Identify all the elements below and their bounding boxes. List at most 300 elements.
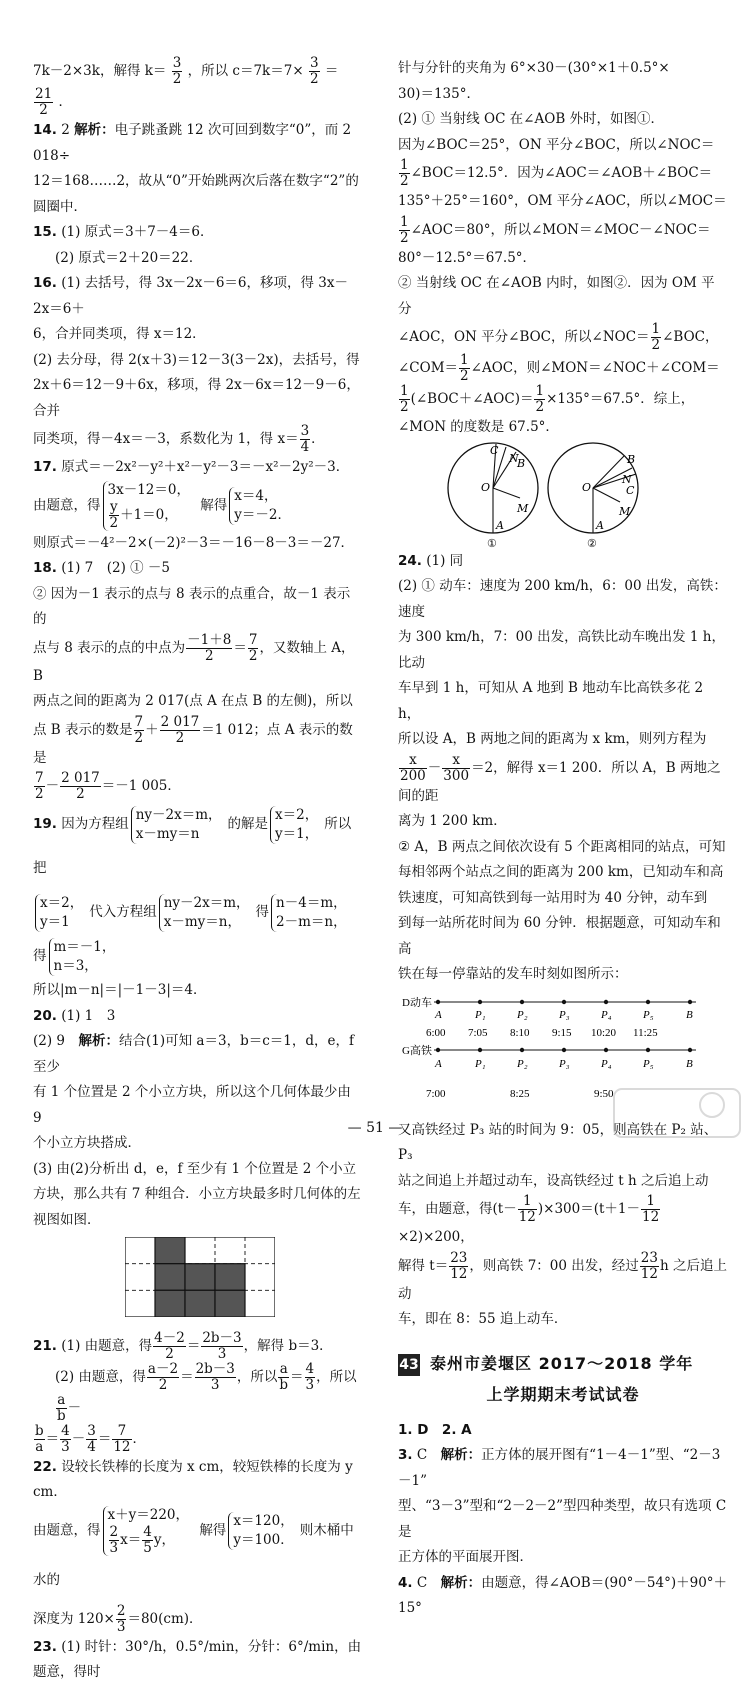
text: ＝ xyxy=(180,1368,194,1385)
denominator: b xyxy=(279,1376,289,1393)
fraction xyxy=(153,1331,186,1362)
q14 xyxy=(33,118,363,169)
text: 解得 xyxy=(200,497,228,513)
question-number: 16. xyxy=(33,275,57,291)
text: 同类项，得－4x＝－3，系数化为 1，得 x＝ xyxy=(33,431,299,447)
equation-system xyxy=(131,806,226,844)
text: (2) 由题意，得 xyxy=(55,1368,146,1385)
equation: n－4＝m， xyxy=(276,894,347,911)
line xyxy=(398,353,728,384)
text: ＝1 012；点 A 表示的数是 xyxy=(33,721,353,766)
equation: x＝2， xyxy=(275,806,319,823)
text: 个小立方块搭成． xyxy=(33,1135,141,1151)
numerator: 4 xyxy=(143,1523,152,1540)
label-O: O xyxy=(481,480,491,494)
d-time: 11:25 xyxy=(633,1026,658,1039)
text: ＝－1 005． xyxy=(101,778,181,794)
numerator: 7 xyxy=(248,631,258,648)
equation-system xyxy=(271,894,351,932)
text: (2) 去分母，得 2(x＋3)＝12－3(3－2x)，去括号，得 xyxy=(33,351,360,368)
fraction xyxy=(147,1362,179,1393)
text: 的解是 xyxy=(227,816,269,832)
denominator: 12 xyxy=(640,1265,658,1282)
text: 由题意，得 xyxy=(33,1522,101,1538)
text: ＋1＝0， xyxy=(120,506,178,523)
denominator: 2 xyxy=(34,102,53,118)
denominator: 2 xyxy=(400,173,409,189)
text: (3) 由(2)分析出 d，e，f 至少有 1 个位置是 2 个小立 xyxy=(33,1160,357,1177)
numerator: 1 xyxy=(400,213,409,230)
text: 7k－2×3k，解得 k＝ xyxy=(33,63,167,79)
text: ＝ xyxy=(324,63,339,79)
text: 视图如图． xyxy=(33,1211,101,1228)
text: 方块，那么共有 7 种组合．小立方块最多时几何体的左 xyxy=(33,1186,361,1202)
fraction xyxy=(309,56,320,87)
numerator: 1 xyxy=(523,1193,532,1209)
numerator: 7 xyxy=(134,713,144,730)
text: 每相邻两个站点之间的距离为 200 km，已知动车和高 xyxy=(398,864,724,880)
q23 xyxy=(33,1635,363,1686)
equation-system xyxy=(35,894,87,932)
denominator: 12 xyxy=(113,1438,131,1455)
label-B: B xyxy=(627,452,636,466)
station-B: B xyxy=(686,1008,693,1021)
numerator: 1 xyxy=(460,352,469,368)
left-column xyxy=(33,56,363,1686)
text: 型、“3－3”型和“2－2－2”型四种类型，故只有选项 C 是 xyxy=(398,1498,727,1540)
numerator: －1＋8 xyxy=(187,631,232,648)
answer-3 xyxy=(398,1443,728,1494)
text: ＝ xyxy=(290,1368,304,1385)
denominator: 2 xyxy=(153,1346,186,1362)
label-A: A xyxy=(596,518,604,532)
d-time: 9:15 xyxy=(552,1026,572,1039)
numerator: b xyxy=(35,1422,44,1439)
line xyxy=(33,1029,363,1080)
fraction xyxy=(34,771,45,802)
numerator: 2 xyxy=(116,1602,126,1619)
text: ＝ xyxy=(45,1430,60,1447)
text: ． xyxy=(58,94,72,110)
equation: y＝100． xyxy=(233,1531,294,1548)
text: ∠AOC，则∠MON＝∠NOC＋∠COM＝ xyxy=(470,360,720,376)
station-A: A xyxy=(435,1008,442,1021)
numerator: 3 xyxy=(87,1422,96,1439)
text: (1) 原式＝3＋7－4＝6． xyxy=(61,224,214,240)
station-A: A xyxy=(435,1057,442,1070)
equation: x＋y＝220， xyxy=(107,1506,190,1523)
question-number: 15. xyxy=(33,224,57,240)
equation: y＝1 xyxy=(40,913,70,930)
left-view-grid xyxy=(125,1237,275,1317)
text: 为 300 km/h，7：00 出发，高铁比动车晚出发 1 h，比动 xyxy=(398,629,725,671)
denominator: 2 xyxy=(400,229,409,246)
text: 两点之间的距离为 2 017(点 A 在点 B 的左侧)，所以 xyxy=(33,693,353,709)
section-header xyxy=(398,1351,728,1408)
fraction xyxy=(160,715,201,746)
line xyxy=(33,715,363,772)
text: 点 B 表示的数是 xyxy=(33,721,133,738)
text: 铁速度，可知高铁到每一站用时为 40 分钟，动车到 xyxy=(398,889,708,906)
text: ② A，B 两点之间依次设有 5 个距离相同的站点，可知 xyxy=(398,838,726,855)
fraction xyxy=(186,633,232,664)
text: y， xyxy=(153,1531,175,1548)
clock-figure-1 xyxy=(448,443,538,549)
denominator: 2 xyxy=(248,647,258,664)
text: 代入方程组 xyxy=(89,904,157,920)
text: 因为∠BOC＝25°，ON 平分∠BOC，所以∠NOC＝ xyxy=(398,136,715,153)
text: (2) 9 xyxy=(33,1033,79,1049)
q21 xyxy=(33,1331,363,1362)
numerator: 1 xyxy=(651,321,661,337)
denominator: 2 xyxy=(186,648,232,664)
question-number: 14. xyxy=(33,122,57,138)
numerator: a－2 xyxy=(147,1360,179,1377)
numerator: 3 xyxy=(300,423,310,439)
answers-1-2: 1. D 2. A xyxy=(398,1421,472,1438)
label-M: M xyxy=(619,504,631,518)
numerator: 21 xyxy=(35,86,53,102)
label-M: M xyxy=(517,501,529,515)
denominator: b xyxy=(57,1407,66,1424)
text: (1) 由题意，得 xyxy=(61,1337,153,1354)
line xyxy=(33,1362,363,1424)
numerator: a xyxy=(57,1391,66,1408)
numerator: 4 xyxy=(305,1360,315,1377)
line xyxy=(33,56,363,118)
q17 xyxy=(33,455,363,481)
denominator: 2 xyxy=(400,399,409,415)
line xyxy=(398,384,728,415)
question-number: 24. xyxy=(398,552,422,569)
fraction xyxy=(399,753,427,784)
text: 车，即在 8：55 追上动车． xyxy=(398,1311,568,1327)
line xyxy=(398,1194,728,1251)
question-number: 19. xyxy=(33,816,57,832)
equation: x＝120， xyxy=(233,1512,294,1529)
equation: x－my＝n xyxy=(135,825,200,842)
station-P5: P₅ xyxy=(643,1008,654,1021)
text: ∠BOC＝12.5°．因为∠AOC＝∠AOB＋∠BOC＝ xyxy=(410,165,713,181)
numerator: 7 xyxy=(117,1422,127,1439)
text: ∠AOC，ON 平分∠BOC，所以∠NOC＝ xyxy=(398,329,650,345)
line xyxy=(33,1506,363,1604)
numerator: 3 xyxy=(172,55,182,71)
fraction xyxy=(116,1604,127,1635)
fraction xyxy=(278,1362,289,1393)
text: (2) 原式＝2＋20＝22． xyxy=(55,249,203,266)
text: ，所以 xyxy=(236,1368,278,1385)
fraction xyxy=(60,771,101,802)
left-view-figure xyxy=(125,1237,363,1327)
line xyxy=(398,215,728,246)
text: 所以设 A，B 两地之间的距离为 x km，则列方程为 xyxy=(398,731,707,747)
numerator: x xyxy=(409,751,417,768)
label-C: C xyxy=(626,483,635,497)
d-time: 10:20 xyxy=(591,1026,617,1039)
fraction xyxy=(442,753,470,784)
equation: x＝2， xyxy=(40,894,84,911)
fraction xyxy=(86,1424,97,1455)
fraction xyxy=(34,87,53,118)
denominator: 300 xyxy=(443,767,470,784)
fraction xyxy=(641,1194,660,1225)
equation: ny－2x＝m， xyxy=(135,806,222,823)
denominator: 3 xyxy=(201,1346,242,1362)
fraction xyxy=(399,384,410,415)
equation-system xyxy=(49,938,120,976)
fraction xyxy=(399,158,410,189)
denominator: 2 xyxy=(35,786,44,802)
denominator: 12 xyxy=(642,1209,660,1225)
text: 电子跳蚤跳 12 次可回到数字“0”，而 2 018÷ xyxy=(33,122,352,164)
text: ×2)×200， xyxy=(398,1229,474,1245)
text: 解得 xyxy=(199,1522,227,1538)
fraction xyxy=(34,1424,45,1455)
equation: 2－m＝n， xyxy=(276,913,347,930)
text: ＝ xyxy=(233,639,247,656)
text: 离为 1 200 km． xyxy=(398,813,507,829)
station-P5: P₅ xyxy=(643,1057,654,1070)
text: ∠COM＝ xyxy=(398,360,459,376)
fraction xyxy=(459,353,470,384)
analysis-label: 解析： xyxy=(440,1447,482,1463)
equation: n＝3， xyxy=(53,957,98,974)
equation xyxy=(108,1525,190,1556)
line xyxy=(33,1604,363,1635)
answer-4 xyxy=(398,1571,728,1622)
label-N: N xyxy=(509,451,519,465)
numerator: 2 017 xyxy=(160,713,200,730)
text: － xyxy=(67,1399,82,1416)
fraction xyxy=(172,56,183,87)
numerator: 1 xyxy=(646,1193,655,1209)
numerator: 1 xyxy=(535,383,545,399)
numerator: 2 xyxy=(109,1523,119,1540)
denominator: 2 xyxy=(172,71,182,87)
text: h 之后追上动 xyxy=(398,1257,727,1302)
numerator: x xyxy=(452,751,460,768)
d-time: 8:10 xyxy=(510,1026,530,1039)
line xyxy=(398,753,728,810)
text: (∠BOC＋∠AOC)＝ xyxy=(410,391,534,407)
fraction xyxy=(534,384,545,415)
denominator: 2 xyxy=(160,730,201,746)
text: 12＝168……2，故从“0”开始跳两次后落在数字“2”的 xyxy=(33,173,359,189)
fraction xyxy=(305,1362,316,1393)
text: 深度为 120× xyxy=(33,1610,115,1627)
numerator: y xyxy=(109,498,118,515)
station-P1: P₁ xyxy=(475,1057,486,1070)
numerator: 3 xyxy=(309,55,319,71)
line xyxy=(33,934,363,978)
text: (1) 同 xyxy=(426,552,464,569)
text: 则原式＝－4²－2×(－2)²－3＝－16－8－3＝－27． xyxy=(33,534,355,551)
fraction xyxy=(109,1525,120,1556)
fraction xyxy=(399,215,410,246)
text: 30)＝135°． xyxy=(398,85,480,102)
denominator: 2 xyxy=(651,337,661,353)
station-P4: P₄ xyxy=(601,1057,612,1070)
fraction xyxy=(60,1424,71,1455)
numerator: 2b－3 xyxy=(195,1360,235,1377)
line xyxy=(33,771,363,802)
fraction xyxy=(518,1194,537,1225)
text: ，解得 b＝3． xyxy=(243,1337,333,1354)
text: ∠BOC， xyxy=(662,329,719,345)
numerator: 23 xyxy=(640,1249,658,1266)
text: (t－ xyxy=(492,1201,517,1217)
equation-system xyxy=(228,1512,297,1550)
text: 6，合并同类项，得 x＝12． xyxy=(33,326,206,342)
numerator: a xyxy=(279,1360,288,1377)
equation: 3x－12＝0， xyxy=(107,481,190,498)
text: ② 当射线 OC 在∠AOB 内时，如图②．因为 OM 平分 xyxy=(398,275,715,317)
numerator: 7 xyxy=(35,770,44,786)
answer: C xyxy=(416,1447,441,1463)
numerator: 23 xyxy=(450,1249,468,1266)
q19 xyxy=(33,802,363,890)
text: 所以|m－n|＝|－1－3|＝4． xyxy=(33,982,207,998)
station-P2: P₂ xyxy=(517,1057,528,1070)
d-time: 6:00 xyxy=(426,1026,446,1039)
equation: ny－2x＝m， xyxy=(163,894,250,911)
label-N: N xyxy=(622,472,632,486)
text: 车早到 1 h，可知从 A 地到 B 地动车比高铁多花 2 h， xyxy=(398,680,704,722)
section-title-line-1: 泰州市姜堰区 2017～2018 学年 xyxy=(430,1353,694,1373)
text: ，则高铁 7：00 出发，经过 xyxy=(469,1257,639,1274)
equation xyxy=(108,500,190,531)
numerator: 2 017 xyxy=(61,770,100,786)
text: ，又数轴上 A，B xyxy=(33,639,355,684)
q24 xyxy=(398,549,728,575)
denominator: 3 xyxy=(195,1377,236,1393)
text: 解得 t＝ xyxy=(398,1257,449,1274)
denominator: 2 xyxy=(147,1377,179,1393)
text: 车，由题意，得 xyxy=(398,1201,493,1217)
answer: C xyxy=(416,1574,441,1591)
text: (1) 7 (2) ① －5 xyxy=(61,560,171,576)
denominator: 2 xyxy=(134,729,144,746)
numerator: 1 xyxy=(400,383,409,399)
text: 得 xyxy=(33,948,47,964)
text: (2) ① 当射线 OC 在∠AOB 外时，如图①． xyxy=(398,111,665,127)
station-P3: P₃ xyxy=(559,1057,570,1070)
text: ． xyxy=(132,1430,147,1447)
fraction xyxy=(195,1362,236,1393)
text: (1) 时针：30°/h，0.5°/min，分针：6°/min，由题意，得时 xyxy=(33,1638,362,1680)
fraction xyxy=(651,322,662,353)
text: 结合(1)可知 a＝3，b＝c＝1，d，e，f 至少 xyxy=(33,1033,354,1075)
fraction xyxy=(56,1393,67,1424)
fraction xyxy=(201,1331,242,1362)
q18 xyxy=(33,556,363,582)
denominator: 3 xyxy=(116,1618,126,1635)
g-train-label: G高铁 xyxy=(402,1044,432,1057)
label-O: O xyxy=(582,480,592,494)
right-column xyxy=(398,56,728,1622)
question-number: 20. xyxy=(33,1007,57,1024)
text: ∠AOC＝80°，所以∠MON＝∠MOC－∠NOC＝ xyxy=(410,221,711,238)
numerator: 4－2 xyxy=(154,1329,185,1346)
d-train-label: D动车 xyxy=(402,996,432,1009)
line xyxy=(398,158,728,189)
fraction xyxy=(109,500,120,531)
text: 所以把 xyxy=(33,816,352,876)
text: 又高铁经过 P₃ 站的时间为 9：05，则高铁在 P₂ 站、P₃ xyxy=(398,1121,718,1163)
text: ，所以 xyxy=(316,1368,357,1385)
equation-system xyxy=(159,894,254,932)
numerator: 1 xyxy=(400,157,409,173)
text: ． xyxy=(311,431,325,447)
g-time: 7:00 xyxy=(426,1087,446,1100)
denominator: 200 xyxy=(400,767,426,784)
text: 到每一站所花时间为 60 分钟．根据题意，可知动车和高 xyxy=(398,915,721,957)
text: 由题意，得∠AOB＝(90°－54°)＋90°＋15° xyxy=(398,1574,728,1616)
station-P2: P₂ xyxy=(517,1008,528,1021)
text: ＝ xyxy=(97,1430,112,1447)
denominator: a xyxy=(35,1438,44,1455)
text: 135°＋25°＝160°，OM 平分∠AOC，所以∠MOC＝ xyxy=(398,193,727,209)
text: 由题意，得 xyxy=(33,497,101,513)
question-number: 23. xyxy=(33,1638,57,1655)
label-A: A xyxy=(496,518,504,532)
question-number: 4. xyxy=(398,1574,413,1591)
denominator: 2 xyxy=(535,399,545,415)
denominator: 4 xyxy=(300,439,310,455)
watermark-logo xyxy=(612,1085,742,1140)
equation: y＝1， xyxy=(275,825,319,842)
analysis-label: 解析： xyxy=(440,1574,482,1591)
text: ∠MON 的度数是 67.5°． xyxy=(398,419,559,435)
fraction xyxy=(248,633,259,664)
text: － xyxy=(427,759,442,776)
q15 xyxy=(33,220,363,246)
clock-figures xyxy=(398,441,728,549)
equation: x－my＝n， xyxy=(163,913,241,930)
station-P4: P₄ xyxy=(601,1008,612,1021)
station-P3: P₃ xyxy=(559,1008,570,1021)
text: ② 因为－1 表示的点与 8 表示的点重合，故－1 表示的 xyxy=(33,585,351,627)
equation: y＝－2． xyxy=(234,506,291,523)
denominator: 4 xyxy=(87,1438,96,1455)
text: 得 xyxy=(255,904,270,920)
denominator: 12 xyxy=(450,1265,468,1282)
text: 圆圈中． xyxy=(33,198,87,215)
question-number: 21. xyxy=(33,1337,57,1354)
label-B: B xyxy=(517,456,526,470)
text: x＝ xyxy=(120,1531,142,1548)
numerator: 2b－3 xyxy=(202,1329,242,1346)
text: )×300＝(t＋1－ xyxy=(537,1201,641,1217)
equation-system xyxy=(270,806,322,844)
text: 设较长铁棒的长度为 x cm，较短铁棒的长度为 y cm． xyxy=(33,1458,353,1500)
text: ＝ xyxy=(186,1337,201,1354)
line xyxy=(33,890,363,934)
equation-system xyxy=(229,487,295,525)
station-P1: P₁ xyxy=(475,1008,486,1021)
section-title-line-2: 上学期期末考试试卷 xyxy=(486,1385,640,1404)
denominator: 12 xyxy=(518,1209,536,1225)
equation-system xyxy=(103,1506,194,1556)
line xyxy=(398,1251,728,1308)
text: 2x＋6＝12－9＋6x，移项，得 2x－6x＝12－9－6，合并 xyxy=(33,377,360,419)
line xyxy=(33,424,363,455)
denominator: 2 xyxy=(109,514,119,531)
denominator: 3 xyxy=(109,1539,119,1556)
line xyxy=(33,481,363,531)
fraction xyxy=(112,1424,131,1455)
